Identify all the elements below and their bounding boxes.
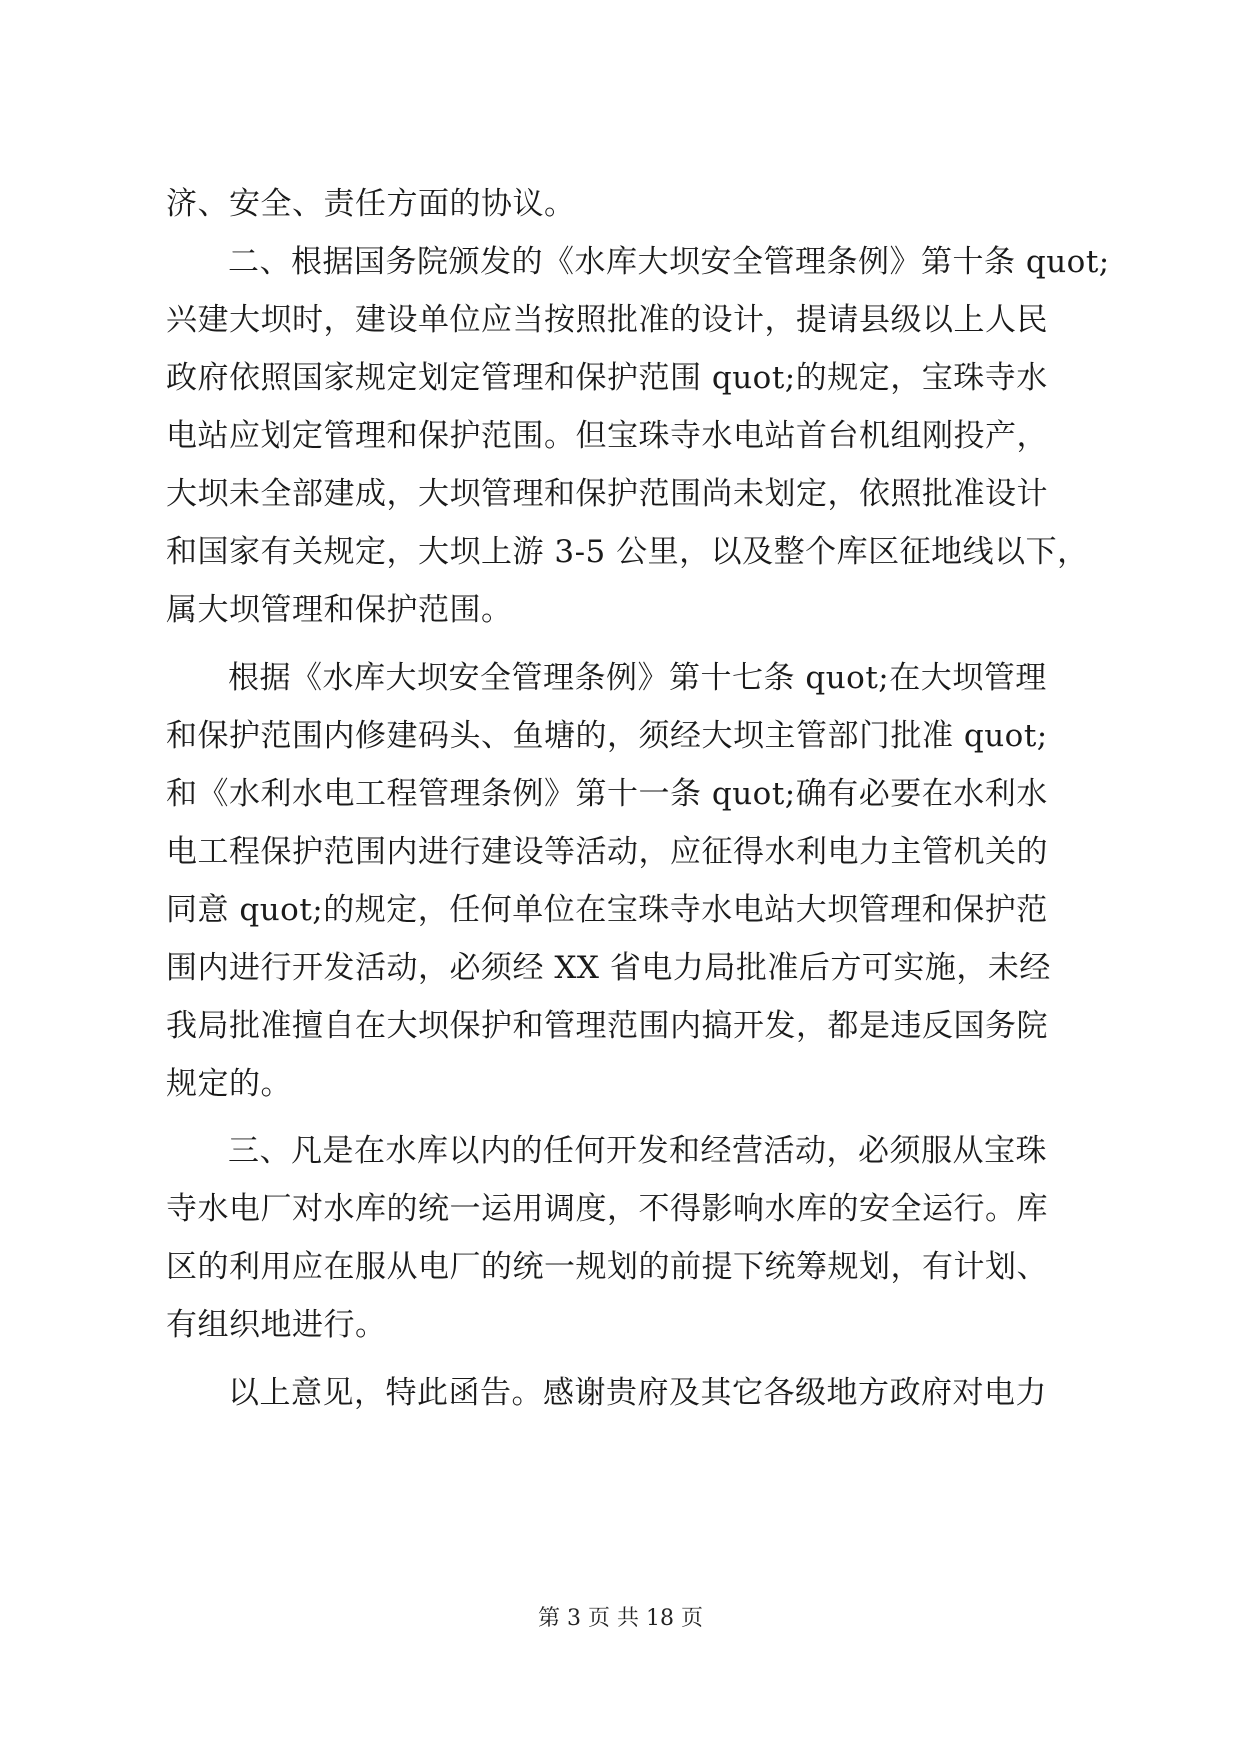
text-line: 和《水利水电工程管理条例》第十一条 quot;确有必要在水利水 <box>166 776 1048 812</box>
text-line: 我局批准擅自在大坝保护和管理范围内搞开发，都是违反国务院 <box>166 1008 1048 1044</box>
text-line: 规定的。 <box>166 1066 292 1102</box>
text-line: 区的利用应在服从电厂的统一规划的前提下统筹规划，有计划、 <box>166 1249 1048 1285</box>
paragraph-5-start: 以上意见，特此函告。感谢贵府及其它各级地方政府对电力 <box>228 1375 1047 1411</box>
text-line: 同意 quot;的规定，任何单位在宝珠寺水电站大坝管理和保护范 <box>166 892 1048 928</box>
text-line: 有组织地进行。 <box>166 1307 387 1343</box>
text-line: 电站应划定管理和保护范围。但宝珠寺水电站首台机组刚投产， <box>166 418 1048 454</box>
paragraph-3-start: 根据《水库大坝安全管理条例》第十七条 quot;在大坝管理 <box>228 660 1047 696</box>
text-line: 和国家有关规定，大坝上游 3-5 公里，以及整个库区征地线以下， <box>166 534 1089 570</box>
page-footer: 第 3 页 共 18 页 <box>538 1606 703 1631</box>
text-line: 政府依照国家规定划定管理和保护范围 quot;的规定，宝珠寺水 <box>166 360 1048 396</box>
paragraph-2-start: 二、根据国务院颁发的《水库大坝安全管理条例》第十条 quot; <box>228 244 1110 280</box>
text-line: 大坝未全部建成，大坝管理和保护范围尚未划定，依照批准设计 <box>166 476 1048 512</box>
text-line: 寺水电厂对水库的统一运用调度，不得影响水库的安全运行。库 <box>166 1191 1048 1227</box>
paragraph-4-start: 三、凡是在水库以内的任何开发和经营活动，必须服从宝珠 <box>228 1133 1047 1169</box>
text-line: 电工程保护范围内进行建设等活动，应征得水利电力主管机关的 <box>166 834 1048 870</box>
text-line: 属大坝管理和保护范围。 <box>166 592 513 628</box>
text-line: 济、安全、责任方面的协议。 <box>166 186 576 222</box>
text-line: 和保护范围内修建码头、鱼塘的，须经大坝主管部门批准 quot; <box>166 718 1048 754</box>
text-line: 兴建大坝时，建设单位应当按照批准的设计，提请县级以上人民 <box>166 302 1048 338</box>
text-line: 围内进行开发活动，必须经 XX 省电力局批准后方可实施，未经 <box>166 950 1051 986</box>
